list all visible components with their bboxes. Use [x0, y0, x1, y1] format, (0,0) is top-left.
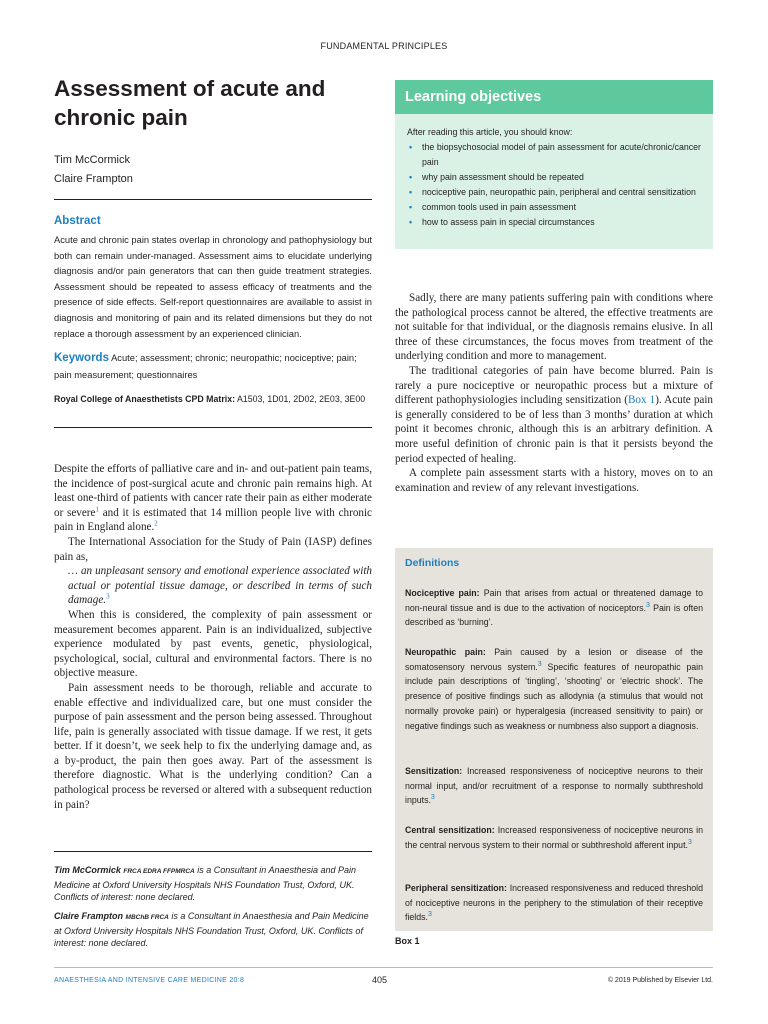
list-item: • nociceptive pain, neuropathic pain, peripheral and central sensitization	[407, 185, 701, 200]
reference-link[interactable]: 1	[95, 505, 99, 514]
body-paragraph: Sadly, there are many patients suffering pain with conditions where the pathological process cannot be altered, the effective treatments are not suitable for that individual, or the diagnosis remains elusive. In all three of these circumstances, the focus moves from treatment of the underlying condition and more to management.	[395, 292, 713, 363]
bio-credentials: MBChB FRCA	[125, 914, 169, 921]
copyright: © 2019 Published by Elsevier Ltd.	[607, 977, 713, 984]
reference-link[interactable]: 3	[645, 601, 650, 609]
definition-item	[405, 764, 703, 808]
bio-text: is a Consultant in Anaesthesia and Pain Medicine at Oxford University Hospitals NHS Foundation Trust, Oxford, UK. Conflicts of interest: none declared.	[54, 865, 357, 902]
definition-text: Increased responsiveness of nociceptive neurons in the central nervous system to their normal or subthreshold afferent input.	[405, 825, 703, 850]
iasp-quote	[54, 564, 372, 608]
learning-objectives-heading: Learning objectives	[395, 80, 713, 114]
bio-divider	[54, 851, 372, 852]
box-label: Box 1	[395, 936, 420, 946]
bio-credentials: FRCA EDRA FFPMRCA	[123, 868, 195, 875]
running-head: FUNDAMENTAL PRINCIPLES	[320, 41, 448, 51]
definition-text: Increased responsiveness of nociceptive neurons to their normal input, and/or recruitment of a response to normally subthreshold inputs.	[405, 766, 703, 806]
author-list	[54, 151, 133, 189]
abstract-text: Acute and chronic pain states overlap in chronology and pathophysiology but both can remain under-managed. Assessment aims to elucidate underlying diagnosis and/or pain generators that can then guide treatment strategies. Assessment should be repeated to assess efficacy of treatments and the presence of side effects. Self-report questionnaires are available to assist in diagnosis and monitoring of pain and its related dimensions but they do not replace a thorough assessment by an experienced clinician.	[54, 235, 372, 339]
definition-item	[405, 823, 703, 852]
definition-text: Increased responsiveness and reduced threshold of nociceptive neurons in the periphery to the stimulation of their receptive fields.	[405, 883, 703, 923]
page-number: 405	[372, 975, 388, 985]
author-name: Claire Frampton	[54, 173, 133, 185]
title-divider	[54, 199, 372, 200]
body-column-left	[54, 462, 372, 812]
keywords	[54, 350, 372, 384]
author-bio	[54, 910, 372, 950]
definition-text: Specific features of neuropathic pain include pain descriptions of ‘tingling’, ‘shooting’ or ‘electric shock’. The presence of positive findings such as allodynia (a stimulus that would not normally provoke pain) or hyperalgesia (increased sensitivity to pain) or negative findings such as weakness or numbness also support a diagnosis.	[405, 661, 704, 731]
cpd-label: Royal College of Anaesthetists CPD Matrix:	[54, 394, 236, 404]
definition-text: Pain is often described as ‘burning’.	[405, 602, 703, 628]
body-paragraph	[54, 462, 372, 535]
journal-citation: ANAESTHESIA AND INTENSIVE CARE MEDICINE 20:8	[54, 977, 245, 984]
author-bio	[54, 864, 372, 904]
list-item: • the biopsychosocial model of pain assessment for acute/chronic/cancer pain	[407, 140, 701, 170]
bio-name: Claire Frampton	[54, 911, 124, 921]
body-paragraph: Pain assessment needs to be thorough, reliable and accurate to enable effective and individualized care, but one must consider the purpose of pain assessment and the person being assessed. Throughout life, pain is generally associated with tissue damage. If we rest, it gets better. If it doesn’t, we seek help to fix the underlying damage and, as a by-product, the pain then goes away. Part of the assessment is therefore diagnostic. What is the underlying condition? Can a pathological process be reversed or altered with a subsequent reduction in pain?	[54, 681, 372, 811]
definition-term: Sensitization:	[405, 766, 463, 776]
body-paragraph: A complete pain assessment starts with a history, moves on to an examination and review of any relevant investigations.	[395, 467, 713, 494]
abstract-heading: Abstract	[54, 215, 101, 227]
reference-link[interactable]: 3	[687, 838, 692, 846]
bio-text: is a Consultant in Anaesthesia and Pain Medicine at Oxford University Hospitals NHS Foundation Trust, Oxford, UK. Conflicts of interest: none declared.	[54, 911, 369, 948]
learning-objectives-list	[395, 140, 713, 230]
body-text: Despite the efforts of palliative care and in- and out-patient pain teams, the incidence of post-surgical acute and chronic pain remains high. At least one-third of patients with cancer rate their pain as either moderate or severe	[54, 463, 372, 519]
list-item: • how to assess pain in special circumstances	[407, 215, 701, 230]
definition-item	[405, 645, 703, 733]
article-title: Assessment of acute and chronic pain	[54, 76, 326, 130]
body-text: The traditional categories of pain have become blurred. Pain is rarely a pure nociceptive or neuropathic process but a mixture of different pathophysiologies including sensitization (	[395, 364, 713, 407]
author-name: Tim McCormick	[54, 154, 130, 166]
footer-divider	[54, 967, 713, 968]
definition-item	[405, 881, 703, 925]
reference-link[interactable]: 3	[427, 911, 432, 919]
reference-link[interactable]: 3	[537, 660, 542, 668]
definition-term: Nociceptive pain:	[405, 588, 480, 598]
abstract-divider	[54, 427, 372, 428]
definition-term: Central sensitization:	[405, 825, 495, 835]
body-text: ). Acute pain is generally considered to be of less than 3 months’ duration at which point it becomes chronic, although this is an arbitrary definition. A more useful definition of chronic pain is that it persists beyond the period expected of healing.	[395, 394, 713, 465]
body-paragraph	[395, 364, 713, 466]
box-link[interactable]: Box 1	[627, 394, 656, 407]
reference-link[interactable]: 3	[106, 592, 110, 601]
body-paragraph: The International Association for the Study of Pain (IASP) defines pain as,	[54, 535, 372, 563]
definitions-box	[395, 548, 713, 931]
keywords-text: Acute; assessment; chronic; neuropathic; nociceptive; pain; pain measurement; questionnaires	[54, 353, 357, 380]
body-text: and it is estimated that 14 million people live with chronic pain in England alone.	[54, 506, 373, 534]
list-item: • why pain assessment should be repeated	[407, 170, 701, 185]
keywords-label: Keywords	[54, 352, 109, 364]
definition-text: Pain that arises from actual or threatened damage to non-neural tissue and is due to the activation of nociceptors.	[405, 588, 703, 613]
definitions-heading: Definitions	[405, 557, 460, 569]
list-item: • common tools used in pain assessment	[407, 200, 701, 215]
cpd-codes: A1503, 1D01, 2D02, 2E03, 3E00	[237, 394, 366, 404]
definition-item	[405, 586, 703, 630]
body-paragraph: When this is considered, the complexity of pain assessment or measurement becomes apparent. Pain is an individualized, subjective experience modulated by past events, genetic, physiological, psychological, social, cultural and environmental factors. There is no objective measure.	[54, 608, 372, 680]
learning-objectives-box	[395, 80, 713, 249]
cpd-matrix	[54, 393, 372, 407]
bio-name: Tim McCormick	[54, 865, 121, 875]
definition-term: Peripheral sensitization:	[405, 883, 507, 893]
definition-text: Pain caused by a lesion or disease of the somatosensory nervous system.	[405, 647, 703, 672]
body-column-right	[395, 291, 713, 495]
definition-term: Neuropathic pain:	[405, 647, 486, 657]
reference-link[interactable]: 2	[154, 519, 158, 528]
reference-link[interactable]: 3	[430, 794, 435, 802]
learning-objectives-intro: After reading this article, you should know:	[407, 127, 573, 137]
quote-text: … an unpleasant sensory and emotional experience associated with actual or potential tissue damage, or described in terms of such damage.	[68, 565, 372, 607]
